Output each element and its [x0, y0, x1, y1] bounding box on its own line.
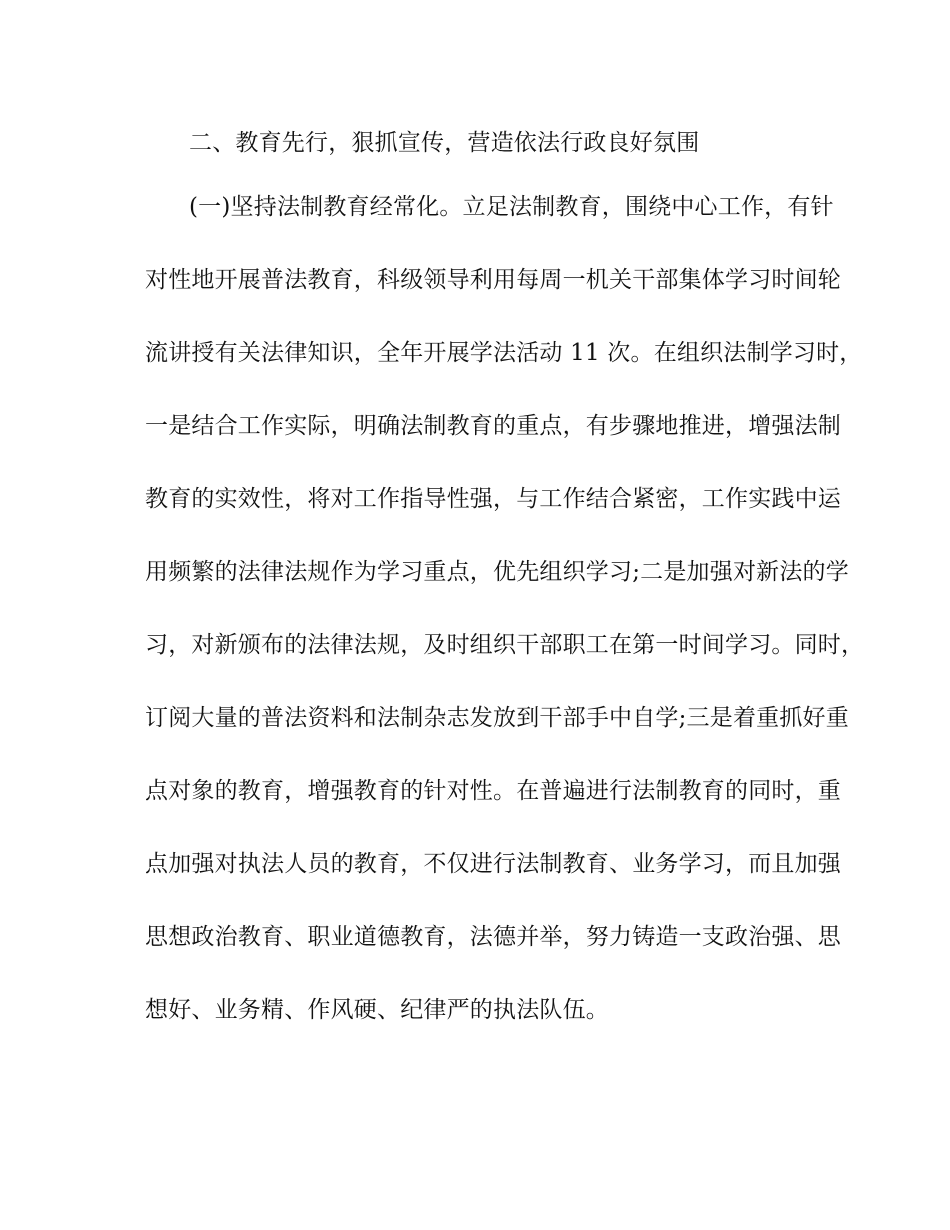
paragraph-line: 想好、业务精、作风硬、纪律严的执法队伍。 — [145, 997, 609, 1023]
paragraph-line: (一)坚持法制教育经常化。立足法制教育，围绕中心工作，有针 — [189, 194, 834, 220]
paragraph-line: 流讲授有关法律知识，全年开展学法活动 11 次。在组织法制学习时， — [145, 340, 863, 366]
paragraph-line: 点加强对执法人员的教育，不仅进行法制教育、业务学习，而且加强 — [145, 851, 841, 877]
paragraph-line: 一是结合工作实际，明确法制教育的重点，有步骤地推进，增强法制 — [145, 413, 841, 439]
paragraph-line: 教育的实效性，将对工作指导性强，与工作结合紧密，工作实践中运 — [145, 486, 841, 512]
paragraph-line: 对性地开展普法教育，科级领导利用每周一机关干部集体学习时间轮 — [145, 267, 841, 293]
paragraph-line: 点对象的教育，增强教育的针对性。在普遍进行法制教育的同时，重 — [145, 778, 841, 804]
paragraph-line: 订阅大量的普法资料和法制杂志发放到干部手中自学;三是着重抓好重 — [145, 705, 849, 731]
paragraph-line: 用频繁的法律法规作为学习重点，优先组织学习;二是加强对新法的学 — [145, 559, 849, 585]
paragraph-line: 习，对新颁布的法律法规，及时组织干部职工在第一时间学习。同时， — [145, 632, 865, 658]
section-heading: 二、教育先行，狠抓宣传，营造依法行政良好氛围 — [189, 130, 700, 156]
paragraph-line: 思想政治教育、职业道德教育，法德并举，努力铸造一支政治强、思 — [145, 924, 841, 950]
